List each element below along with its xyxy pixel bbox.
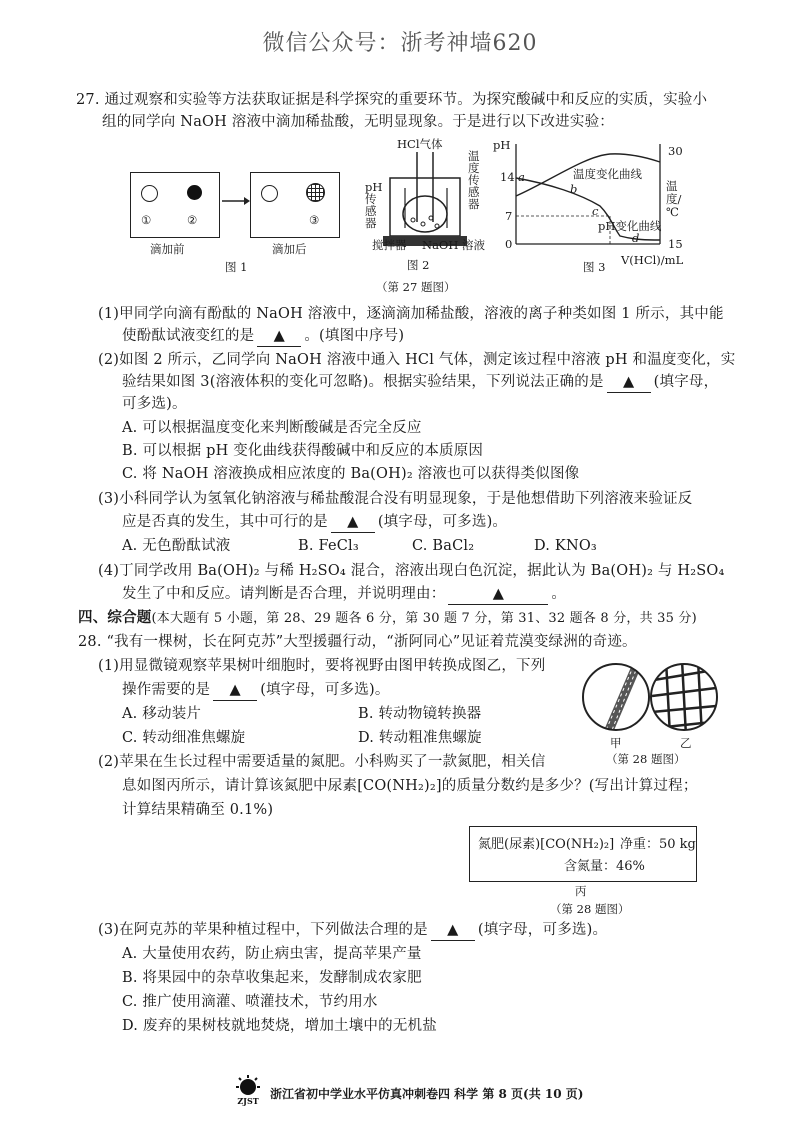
ion-circle-3 xyxy=(306,183,325,202)
fig-yi-label: 乙 xyxy=(680,736,692,750)
q28-p1-option-d: D. 转动粗准焦螺旋 xyxy=(358,730,482,746)
fig3-point-a: a xyxy=(518,170,525,184)
q27-stem-line1: 27. 通过观察和实验等方法获取证据是科学探究的重要环节。为探究酸碱中和反应的实质，实验小 xyxy=(76,92,708,108)
fig3-xlabel: V(HCl)/mL xyxy=(621,253,684,267)
fig1-before-label: 滴加前 xyxy=(150,242,185,256)
answer-blank[interactable]: ▲ xyxy=(213,680,257,701)
q28-p1-line1: (1)用显微镜观察苹果树叶细胞时，要将视野由图甲转换成图乙，下列 xyxy=(98,658,546,674)
q27-p1-line2: 使酚酞试液变红的是 ▲ 。(填图中序号) xyxy=(122,326,404,347)
fig3-tick-7: 7 xyxy=(505,209,513,223)
q27-p2-option-c: C. 将 NaOH 溶液换成相应浓度的 Ba(OH)₂ 溶液也可以获得类似图像 xyxy=(122,466,580,482)
label-3: ③ xyxy=(309,213,320,227)
fertilizer-label xyxy=(469,826,697,882)
fig3-tick-15: 15 xyxy=(668,237,683,251)
q27-p2-option-b: B. 可以根据 pH 变化曲线获得酸碱中和反应的本质原因 xyxy=(122,443,484,459)
q28-p1-line2: 操作需要的是 ▲ (填字母，可多选)。 xyxy=(122,680,390,701)
fig2-caption: 图 2 xyxy=(407,258,430,272)
answer-blank[interactable]: ▲ xyxy=(607,372,651,393)
microscope-views xyxy=(582,660,718,736)
q27-p3-line2: 应是否真的发生，其中可行的是 ▲ (填字母，可多选)。 xyxy=(122,512,507,533)
q28-p3-option-c: C. 推广使用滴灌、喷灌技术，节约用水 xyxy=(122,994,378,1010)
ion-circle-2 xyxy=(187,185,202,200)
q27-p3-option-d: D. KNO₃ xyxy=(534,538,597,554)
fig3-ylabel-left: pH xyxy=(493,138,511,152)
q28-p3-option-a: A. 大量使用农药，防止病虫害，提高苹果产量 xyxy=(122,946,422,962)
q28-p2-line3: 计算结果精确至 0.1%) xyxy=(122,802,274,818)
q28-p3-option-d: D. 废弃的果树枝就地焚烧，增加土壤中的无机盐 xyxy=(122,1018,437,1034)
fig2-ph-sensor-label: pH传感器 xyxy=(365,180,383,230)
fertilizer-name: 氮肥(尿素)[CO(NH₂)₂] xyxy=(478,837,615,852)
q28-p3-option-b: B. 将果园中的杂草收集起来，发酵制成农家肥 xyxy=(122,970,422,986)
fig3-point-d: d xyxy=(632,231,640,245)
q28-p2-line2: 息如图丙所示，请计算该氮肥中尿素[CO(NH₂)₂]的质量分数约是多少？(写出计算过程； xyxy=(122,778,698,794)
answer-blank[interactable]: ▲ xyxy=(431,920,475,941)
q28-p1-option-b: B. 转动物镜转换器 xyxy=(358,706,482,722)
fig1-after-box xyxy=(250,172,340,238)
publisher-logo-icon xyxy=(232,1074,264,1106)
fig2-apparatus xyxy=(365,138,485,250)
q27-p2-line2: 验结果如图 3(溶液体积的变化可忽略)。根据实验结果，下列说法正确的是 ▲ (填字母， xyxy=(122,372,718,393)
fig3-tick-14: 14 xyxy=(500,170,515,184)
fig2-gas-label: HCl气体 xyxy=(397,137,443,151)
q27-p3-option-c: C. BaCl₂ xyxy=(412,538,475,554)
fig2-temp-sensor-label: 温度传感器 xyxy=(468,149,480,211)
section-4-heading: 四、综合题(本大题有 5 小题，第 28、29 题各 6 分，第 30 题 7 分，第 31、32 题各 8 分，共 35 分) xyxy=(78,609,697,626)
fig-bing-label: 丙 xyxy=(575,884,587,898)
arrow-icon xyxy=(220,195,250,207)
ion-circle-1 xyxy=(141,185,158,202)
q28-figure-caption: （第 28 题图） xyxy=(606,752,686,766)
logo-text: ZJST xyxy=(237,1096,259,1106)
q28-p2-line1: (2)苹果在生长过程中需要适量的氮肥。小科购买了一款氮肥，相关信 xyxy=(98,754,546,770)
q27-p3-line1: (3)小科同学认为氢氧化钠溶液与稀盐酸混合没有明显现象，于是他想借助下列溶液来验证反 xyxy=(98,491,693,507)
q27-p4-line2: 发生了中和反应。请判断是否合理，并说明理由： ▲ 。 xyxy=(122,584,566,605)
ion-circle-1b xyxy=(261,185,278,202)
fig1-caption: 图 1 xyxy=(225,260,248,274)
fig3-caption: 图 3 xyxy=(583,260,606,274)
fig3-point-c: c xyxy=(592,204,599,218)
q27-p3-option-a: A. 无色酚酞试液 xyxy=(122,538,231,554)
label-1: ① xyxy=(141,213,152,227)
q28-p1-option-a: A. 移动装片 xyxy=(122,706,202,722)
label-2: ② xyxy=(187,213,198,227)
q27-p2-line3: 可多选)。 xyxy=(122,396,187,412)
q27-p4-line1: (4)丁同学改用 Ba(OH)₂ 与稀 H₂SO₄ 混合，溶液出现白色沉淀，据此认为 Ba(OH)₂ 与 H₂SO₄ xyxy=(98,563,725,579)
fertilizer-weight: 净重：50 kg xyxy=(620,837,696,852)
page-footer: 浙江省初中学业水平仿真冲刺卷四 科学 第 8 页(共 10 页) xyxy=(270,1087,584,1101)
q28-p1-option-c: C. 转动细准焦螺旋 xyxy=(122,730,246,746)
q27-figure-caption: （第 27 题图） xyxy=(376,280,456,294)
q27-stem-line2: 组的同学向 NaOH 溶液中滴加稀盐酸，无明显现象。于是进行以下改进实验： xyxy=(102,114,614,130)
fig1-before-box xyxy=(130,172,220,238)
fig2-stirrer-label: 搅拌器 xyxy=(372,238,407,252)
fig3-ph-curve-label: pH变化曲线 xyxy=(598,219,662,233)
q27-p2-line1: (2)如图 2 所示，乙同学向 NaOH 溶液中通入 HCl 气体，测定该过程中溶液 pH 和温度变化，实 xyxy=(98,352,736,368)
q28-figure-caption-2: （第 28 题图） xyxy=(550,902,630,916)
page-header: 微信公众号：浙考神墙620 xyxy=(262,31,538,56)
answer-blank[interactable]: ▲ xyxy=(257,326,301,347)
fig3-ylabel-right: 温度/℃ xyxy=(666,179,682,219)
answer-blank[interactable]: ▲ xyxy=(331,512,375,533)
q28-p3-line1: (3)在阿克苏的苹果种植过程中，下列做法合理的是 ▲ (填字母，可多选)。 xyxy=(98,920,607,941)
fig3-tick-0: 0 xyxy=(505,237,513,251)
q27-p2-option-a: A. 可以根据温度变化来判断酸碱是否完全反应 xyxy=(122,420,422,436)
q27-p3-option-b: B. FeCl₃ xyxy=(298,538,359,554)
fertilizer-nitrogen: 含氮量：46% xyxy=(564,859,645,874)
fig2-naoh-label: NaOH 溶液 xyxy=(422,238,486,252)
answer-blank[interactable]: ▲ xyxy=(448,584,548,605)
fig3-point-b: b xyxy=(570,182,578,196)
q28-stem: 28. “我有一棵树，长在阿克苏”大型援疆行动，“浙阿同心”见证着荒漠变绿洲的奇迹。 xyxy=(78,634,637,650)
q27-p1-line1: (1)甲同学向滴有酚酞的 NaOH 溶液中，逐滴滴加稀盐酸，溶液的离子种类如图 1 所示，其中能 xyxy=(98,306,724,322)
fig3-chart xyxy=(490,136,690,268)
fig3-tick-30: 30 xyxy=(668,144,683,158)
fig1-after-label: 滴加后 xyxy=(272,242,307,256)
fig-jia-label: 甲 xyxy=(610,736,622,750)
fig3-temp-curve-label: 温度变化曲线 xyxy=(573,167,642,181)
